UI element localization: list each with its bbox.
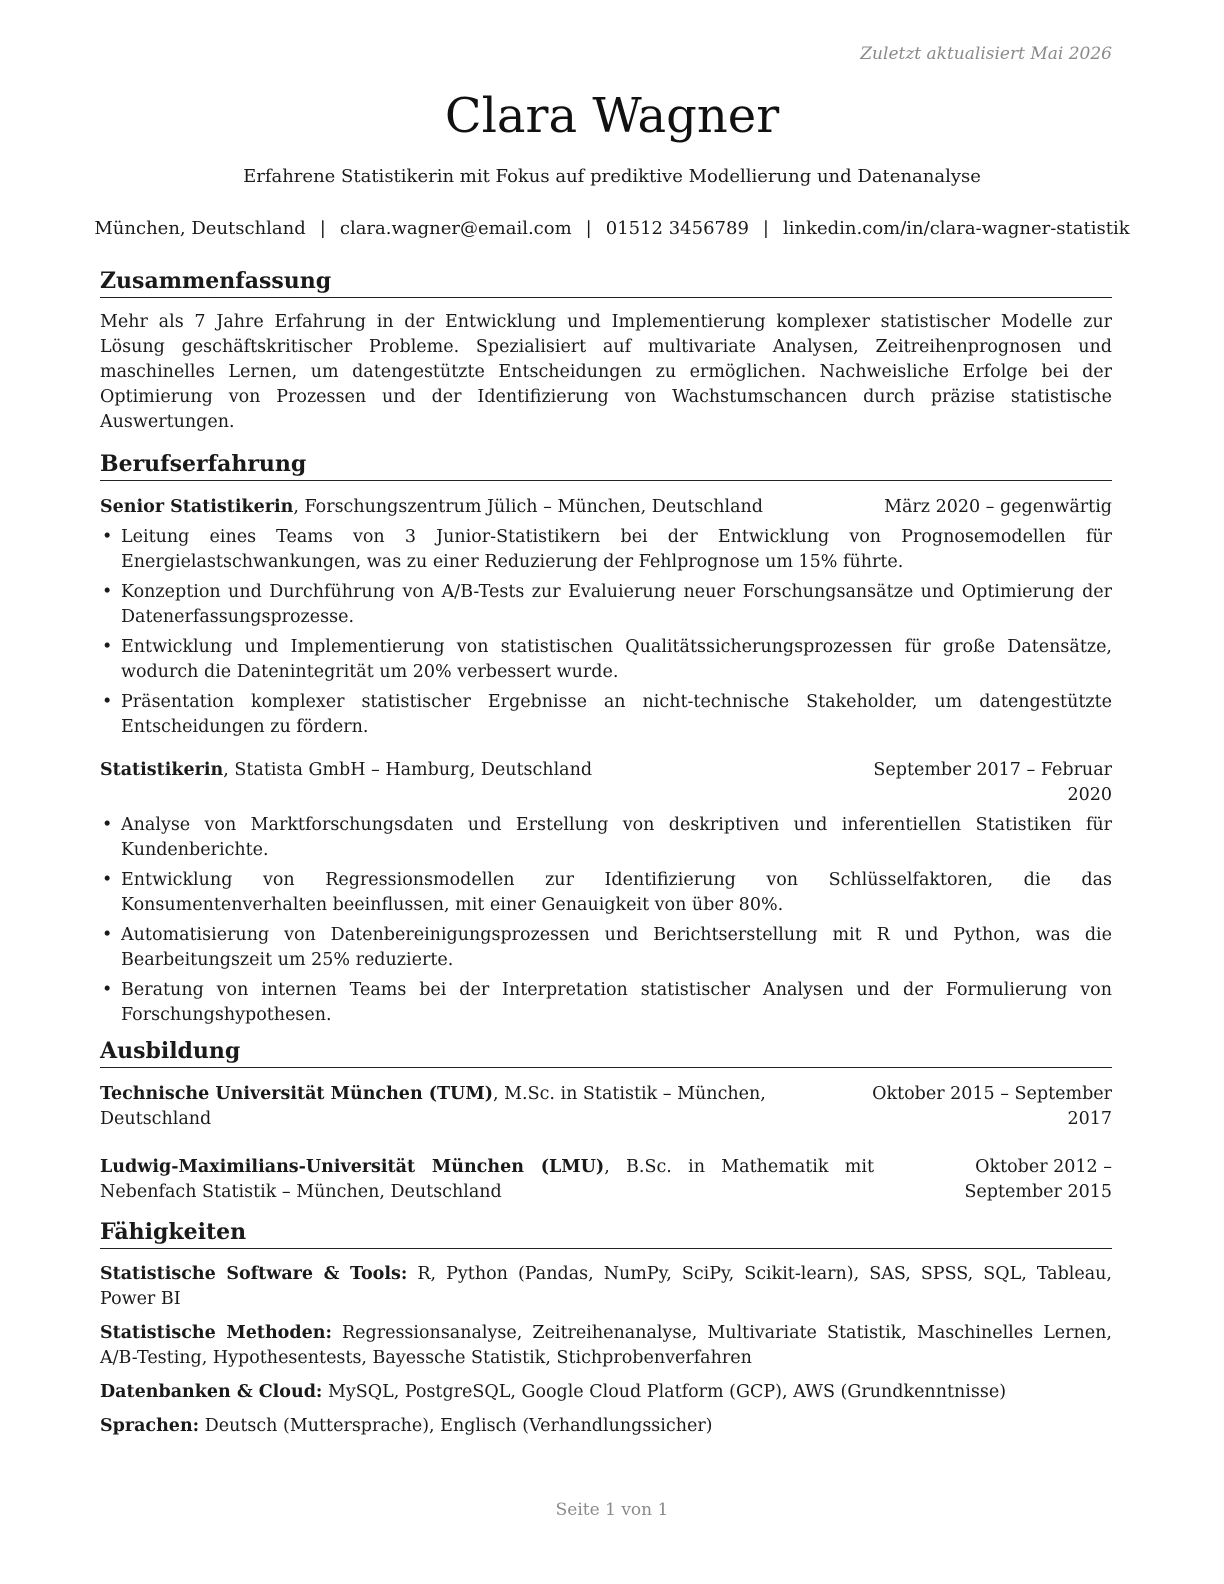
skill-label: Sprachen: bbox=[100, 1416, 200, 1436]
list-item: • Leitung eines Teams von 3 Junior-Statistikern bei der Entwicklung von Prognosemodellen für Energielastschwankungen, was zu einer Reduzierung der Fehlprognose um 15% führte. bbox=[100, 525, 1112, 575]
job-dates: März 2020 – gegenwärtig bbox=[884, 497, 1112, 517]
skill-label: Statistische Software & Tools: bbox=[100, 1264, 408, 1284]
resume-content bbox=[100, 266, 1112, 1439]
job-header bbox=[100, 495, 1112, 520]
tagline: Erfahrene Statistikerin mit Fokus auf prediktive Modellierung und Datenanalyse bbox=[243, 166, 981, 187]
contact-location: München, Deutschland bbox=[94, 218, 306, 239]
summary-text: Mehr als 7 Jahre Erfahrung in der Entwicklung und Implementierung komplexer statistischer Modelle zur Lösung geschäftskritischer Probleme. Spezialisiert auf multivariate Analysen, Zeitreihenprognosen und maschinelles Lernen, um datengestützte Entscheidungen zu ermöglichen. Nachweisliche Erfolge bei der Optimierung von Prozessen und der Identifizierung von Wachstumschancen durch präzise statistische Auswertungen. bbox=[100, 312, 1112, 432]
skill-value: Deutsch (Muttersprache), Englisch (Verhandlungssicher) bbox=[199, 1416, 713, 1436]
skill-line bbox=[100, 1262, 1112, 1312]
education-entry bbox=[100, 1155, 1112, 1205]
section-title-experience: Berufserfahrung bbox=[100, 449, 1112, 481]
degree-detail: , B.Sc. in Mathematik mit Nebenfach Statistik – München, Deutschland bbox=[100, 1157, 874, 1202]
list-item: • Automatisierung von Datenbereinigungsprozessen und Berichtserstellung mit R und Python, was die Bearbeitungszeit um 25% reduzierte. bbox=[100, 923, 1112, 973]
job-bullets bbox=[100, 525, 1112, 740]
job-org: , Forschungszentrum Jülich – München, Deutschland bbox=[293, 497, 763, 517]
job-role: Statistikerin bbox=[100, 760, 224, 780]
school-name: Ludwig-Maximilians-Universität München (LMU) bbox=[100, 1157, 605, 1177]
list-item: • Präsentation komplexer statistischer Ergebnisse an nicht-technische Stakeholder, um datengestützte Entscheidungen zu fördern. bbox=[100, 690, 1112, 740]
job-header bbox=[100, 758, 1112, 808]
separator: | bbox=[585, 218, 592, 239]
education-dates: Oktober 2012 – September 2015 bbox=[964, 1157, 1112, 1202]
last-updated: Zuletzt aktualisiert Mai 2026 bbox=[860, 44, 1112, 64]
skill-label: Statistische Methoden: bbox=[100, 1323, 332, 1343]
job-bullets bbox=[100, 813, 1112, 1028]
candidate-name: Clara Wagner bbox=[444, 88, 780, 144]
job-org: , Statista GmbH – Hamburg, Deutschland bbox=[223, 760, 593, 780]
list-item: • Entwicklung von Regressionsmodellen zur Identifizierung von Schlüsselfaktoren, die das Konsumentenverhalten beeinflussen, mit einer Genauigkeit von über 80%. bbox=[100, 868, 1112, 918]
section-title-skills: Fähigkeiten bbox=[100, 1217, 1112, 1249]
page-number: Seite 1 von 1 bbox=[555, 1500, 669, 1520]
skill-value: R, Python (Pandas, NumPy, SciPy, Scikit-learn), SAS, SPSS, SQL, Tableau, Power BI bbox=[100, 1264, 1112, 1309]
contact-line bbox=[0, 218, 1224, 239]
contact-phone: 01512 3456789 bbox=[605, 218, 749, 239]
skill-value: Regressionsanalyse, Zeitreihenanalyse, Multivariate Statistik, Maschinelles Lernen, A/B-Testing, Hypothesentests, Bayessche Statistik, Stichprobenverfahren bbox=[100, 1323, 1112, 1368]
job-role: Senior Statistikerin bbox=[100, 497, 294, 517]
section-title-education: Ausbildung bbox=[100, 1036, 1112, 1068]
school-name: Technische Universität München (TUM) bbox=[100, 1084, 493, 1104]
separator: | bbox=[762, 218, 769, 239]
skill-line bbox=[100, 1380, 1112, 1405]
degree-detail: , M.Sc. in Statistik – München, Deutschland bbox=[100, 1084, 766, 1129]
contact-email[interactable]: clara.wagner@email.com bbox=[339, 218, 572, 239]
job-dates: September 2017 – Februar 2020 bbox=[873, 760, 1112, 805]
list-item: • Beratung von internen Teams bei der Interpretation statistischer Analysen und der Formulierung von Forschungshypothesen. bbox=[100, 978, 1112, 1028]
list-item: • Entwicklung und Implementierung von statistischen Qualitätssicherungsprozessen für große Datensätze, wodurch die Datenintegrität um 20% verbessert wurde. bbox=[100, 635, 1112, 685]
list-item: • Konzeption und Durchführung von A/B-Tests zur Evaluierung neuer Forschungsansätze und Optimierung der Datenerfassungsprozesse. bbox=[100, 580, 1112, 630]
list-item: • Analyse von Marktforschungsdaten und Erstellung von deskriptiven und inferentiellen Statistiken für Kundenberichte. bbox=[100, 813, 1112, 863]
education-dates: Oktober 2015 – September 2017 bbox=[872, 1084, 1112, 1129]
skill-label: Datenbanken & Cloud: bbox=[100, 1382, 323, 1402]
contact-linkedin[interactable]: linkedin.com/in/clara-wagner-statistik bbox=[782, 218, 1130, 239]
separator: | bbox=[319, 218, 326, 239]
skill-line bbox=[100, 1321, 1112, 1371]
skill-value: MySQL, PostgreSQL, Google Cloud Platform (GCP), AWS (Grundkenntnisse) bbox=[322, 1382, 1007, 1402]
education-entry bbox=[100, 1082, 1112, 1132]
skill-line bbox=[100, 1414, 1112, 1439]
section-title-summary: Zusammenfassung bbox=[100, 266, 1112, 298]
